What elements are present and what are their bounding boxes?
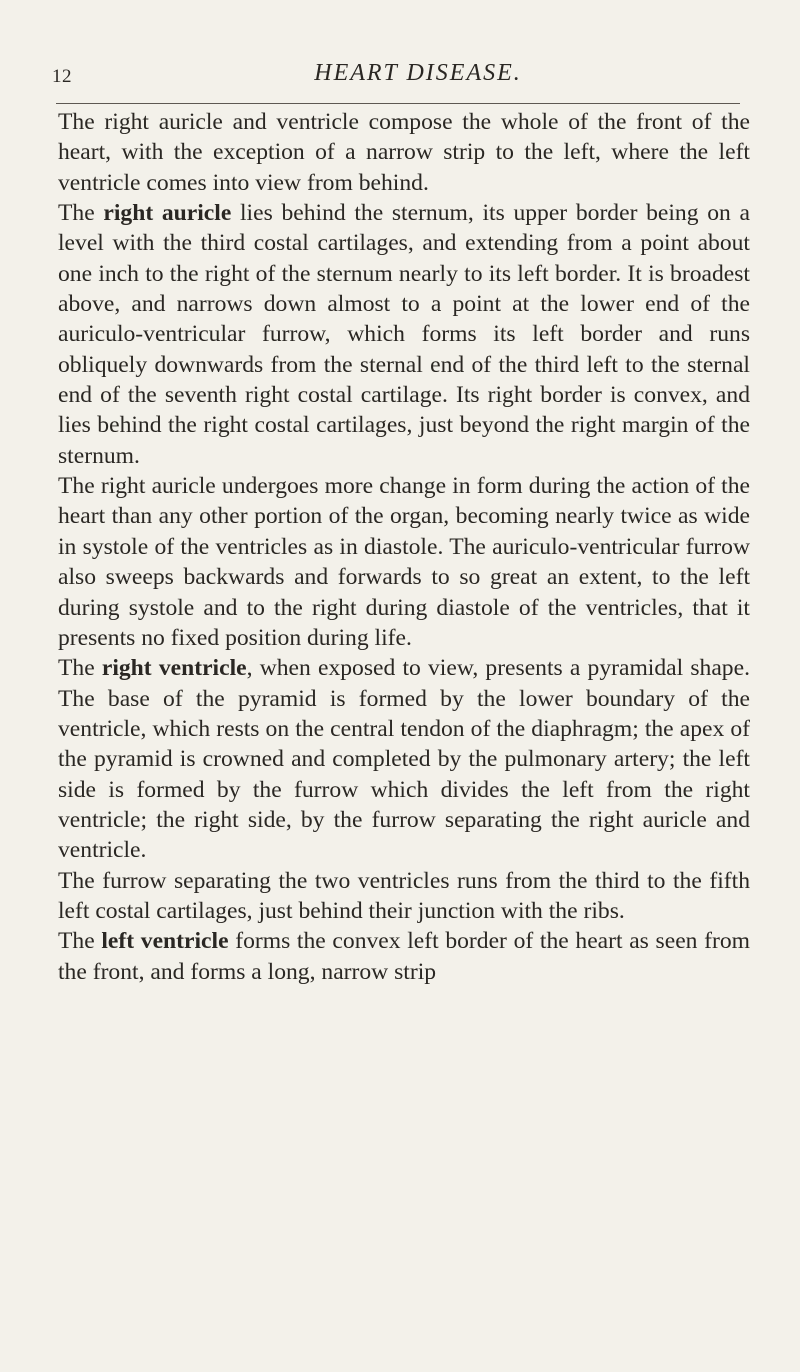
page-number: 12 xyxy=(52,66,72,87)
running-head xyxy=(52,60,744,94)
paragraph-text: The furrow separating the two ventricles runs from the third to the fifth left costal cartilages, just behind their junction with the ribs. xyxy=(58,867,750,924)
header-rule xyxy=(56,103,740,104)
paragraph-text: The right auricle undergoes more change in form during the action of the heart than any other portion of the organ, becoming nearly twice as wide in systole of the ventricles as in diastole. The auriculo-ventricular furrow also sweeps backwards and forwards to so great an extent, to the left during systole and to the right during diastole of the ventricles, that it presents no fixed position during life. xyxy=(58,473,750,651)
running-title: HEART DISEASE. xyxy=(314,60,522,86)
paragraph-term: left ventricle xyxy=(101,928,229,955)
paragraph xyxy=(58,866,750,927)
paragraph xyxy=(58,471,750,653)
paragraph-term: right ventricle xyxy=(101,655,247,682)
paragraph-text: , when exposed to view, presents a pyramidal shape. The base of the pyramid is formed by the lower boundary of the ventricle, which rests on the central tendon of the diaphragm; the apex of the pyramid is crowned and completed by the pulmonary artery; the left side is formed by the furrow which divides the left from the right ventricle; the right side, by the furrow separating the right auricle and ventricle. xyxy=(58,655,750,864)
paragraph-term: right auricle xyxy=(103,200,232,227)
paragraph-text: forms the convex left border of the heart as seen from the front, and forms a long, narrow strip xyxy=(58,928,750,985)
paragraph xyxy=(58,653,750,865)
paragraph-text: The right auricle and ventricle compose the whole of the front of the heart, with the exception of a narrow strip to the left, where the left ventricle comes into view from behind. xyxy=(58,109,750,196)
paragraph-text: The xyxy=(58,200,104,227)
paragraph xyxy=(58,926,750,987)
paragraph xyxy=(58,107,750,198)
paragraph xyxy=(58,198,750,471)
paragraph-text: lies behind the sternum, its upper border being on a level with the third costal cartilages, and extending from a point about one inch to the right of the sternum nearly to its left border. It is broadest above, and narrows down almost to a point at the lower end of the auriculo-ventricular furrow, which forms its left border and runs obliquely downwards from the sternal end of the third left to the sternal end of the seventh right costal cartilage. Its right border is convex, and lies behind the right costal cartilages, just beyond the right margin of the sternum. xyxy=(58,200,750,469)
paragraph-text: The xyxy=(58,655,102,682)
paragraph-text: The xyxy=(58,928,102,955)
body-text xyxy=(58,107,750,987)
